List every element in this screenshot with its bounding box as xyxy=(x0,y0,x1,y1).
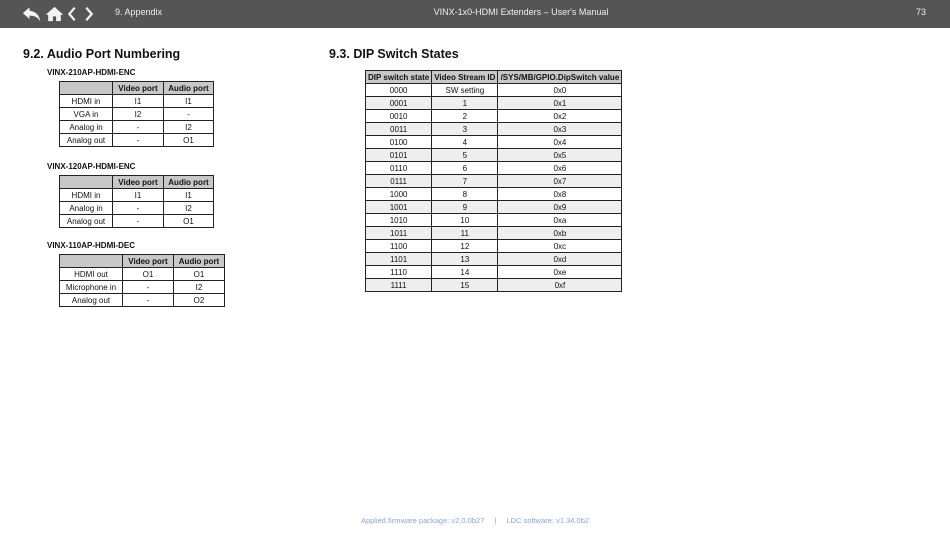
top-navigation-bar xyxy=(0,0,950,28)
dipswitch-value-cell: 0xb xyxy=(498,227,622,240)
dip-state-cell: 0011 xyxy=(366,123,432,136)
video-port-cell: - xyxy=(113,121,164,134)
port-name-cell: Analog in xyxy=(60,121,113,134)
dip-state-cell: 0001 xyxy=(366,97,432,110)
table-row xyxy=(366,123,622,136)
video-port-cell: - xyxy=(123,294,174,307)
software-version: LDC software: v1.34.0b2 xyxy=(506,516,590,525)
table-title-110ap: VINX-110AP-HDMI-DEC xyxy=(47,241,136,250)
stream-id-cell: 13 xyxy=(432,253,498,266)
header-cell: Video port xyxy=(123,255,174,268)
stream-id-cell: 15 xyxy=(432,279,498,292)
audio-port-cell: O1 xyxy=(174,268,225,281)
stream-id-cell: 2 xyxy=(432,110,498,123)
document-title: VINX-1x0-HDMI Extenders – User's Manual xyxy=(433,7,609,17)
port-name-cell: HDMI in xyxy=(60,95,113,108)
stream-id-cell: 14 xyxy=(432,266,498,279)
dip-state-cell: 1100 xyxy=(366,240,432,253)
table-row xyxy=(366,97,622,110)
table-title-120ap: VINX-120AP-HDMI-ENC xyxy=(47,162,136,171)
dipswitch-value-cell: 0xa xyxy=(498,214,622,227)
stream-id-cell: 7 xyxy=(432,175,498,188)
firmware-version: Applied firmware package: v2.0.0b27 xyxy=(360,516,485,525)
stream-id-cell: 10 xyxy=(432,214,498,227)
stream-id-cell: 1 xyxy=(432,97,498,110)
audio-port-cell: I1 xyxy=(164,95,214,108)
header-cell xyxy=(60,176,113,189)
audio-port-cell: - xyxy=(164,108,214,121)
header-cell: Video port xyxy=(113,82,164,95)
stream-id-cell: 3 xyxy=(432,123,498,136)
footer-separator: | xyxy=(494,516,497,525)
dipswitch-value-cell: 0x8 xyxy=(498,188,622,201)
breadcrumb-section[interactable]: 9. Appendix xyxy=(115,7,163,17)
port-name-cell: Microphone in xyxy=(60,281,123,294)
table-row xyxy=(60,268,225,281)
table-row xyxy=(60,215,214,228)
header-cell xyxy=(60,82,113,95)
header-cell: Audio port xyxy=(174,255,225,268)
stream-id-cell: 8 xyxy=(432,188,498,201)
table-row xyxy=(366,136,622,149)
table-row xyxy=(366,227,622,240)
port-name-cell: HDMI out xyxy=(60,268,123,281)
dip-state-cell: 1011 xyxy=(366,227,432,240)
table-row xyxy=(60,202,214,215)
header-cell: /SYS/MB/GPIO.DipSwitch value xyxy=(498,71,622,84)
table-row xyxy=(366,253,622,266)
video-port-cell: - xyxy=(113,134,164,147)
audio-port-cell: O1 xyxy=(164,215,214,228)
table-row xyxy=(60,108,214,121)
dip-switch-table xyxy=(365,70,622,292)
table-row xyxy=(366,240,622,253)
stream-id-cell: 11 xyxy=(432,227,498,240)
stream-id-cell: 4 xyxy=(432,136,498,149)
dipswitch-value-cell: 0x9 xyxy=(498,201,622,214)
video-port-cell: - xyxy=(123,281,174,294)
table-row xyxy=(366,162,622,175)
dip-state-cell: 1110 xyxy=(366,266,432,279)
table-row xyxy=(366,175,622,188)
video-port-cell: O1 xyxy=(123,268,174,281)
table-row xyxy=(60,281,225,294)
table-row xyxy=(366,201,622,214)
dipswitch-value-cell: 0xd xyxy=(498,253,622,266)
dip-state-cell: 0111 xyxy=(366,175,432,188)
stream-id-cell: 9 xyxy=(432,201,498,214)
dipswitch-value-cell: 0x1 xyxy=(498,97,622,110)
audio-port-table-120ap xyxy=(59,175,214,228)
table-row xyxy=(366,188,622,201)
dipswitch-value-cell: 0xf xyxy=(498,279,622,292)
port-name-cell: VGA in xyxy=(60,108,113,121)
video-port-cell: I2 xyxy=(113,108,164,121)
dipswitch-value-cell: 0xc xyxy=(498,240,622,253)
table-row xyxy=(366,279,622,292)
page-number: 73 xyxy=(915,7,926,17)
table-row xyxy=(366,266,622,279)
dipswitch-value-cell: 0x2 xyxy=(498,110,622,123)
dipswitch-value-cell: 0x7 xyxy=(498,175,622,188)
stream-id-cell: 5 xyxy=(432,149,498,162)
video-port-cell: - xyxy=(113,202,164,215)
dipswitch-value-cell: 0x3 xyxy=(498,123,622,136)
stream-id-cell: SW setting xyxy=(432,84,498,97)
dipswitch-value-cell: 0x6 xyxy=(498,162,622,175)
dip-state-cell: 0101 xyxy=(366,149,432,162)
dip-state-cell: 0010 xyxy=(366,110,432,123)
audio-port-cell: I2 xyxy=(164,202,214,215)
dipswitch-value-cell: 0xe xyxy=(498,266,622,279)
header-cell: DIP switch state xyxy=(366,71,432,84)
table-row xyxy=(366,84,622,97)
audio-port-table-210ap xyxy=(59,81,214,147)
table-header-row xyxy=(60,176,214,189)
table-row xyxy=(366,149,622,162)
audio-port-cell: I1 xyxy=(164,189,214,202)
dipswitch-value-cell: 0x4 xyxy=(498,136,622,149)
dip-state-cell: 0000 xyxy=(366,84,432,97)
dip-state-cell: 0110 xyxy=(366,162,432,175)
port-name-cell: Analog out xyxy=(60,294,123,307)
audio-port-table-110ap xyxy=(59,254,225,307)
audio-port-cell: O2 xyxy=(174,294,225,307)
port-name-cell: Analog out xyxy=(60,215,113,228)
table-header-row xyxy=(60,255,225,268)
port-name-cell: HDMI in xyxy=(60,189,113,202)
header-cell: Video Stream ID xyxy=(432,71,498,84)
audio-port-cell: I2 xyxy=(174,281,225,294)
audio-port-cell: O1 xyxy=(164,134,214,147)
dip-state-cell: 1111 xyxy=(366,279,432,292)
header-cell xyxy=(60,255,123,268)
page-footer xyxy=(0,516,950,525)
video-port-cell: I1 xyxy=(113,95,164,108)
dip-section-title: 9.3. DIP Switch States xyxy=(329,47,459,61)
table-row xyxy=(60,189,214,202)
table-row xyxy=(60,95,214,108)
table-row xyxy=(366,214,622,227)
table-title-210ap: VINX-210AP-HDMI-ENC xyxy=(47,68,136,77)
video-port-cell: - xyxy=(113,215,164,228)
stream-id-cell: 12 xyxy=(432,240,498,253)
port-name-cell: Analog out xyxy=(60,134,113,147)
table-row xyxy=(60,134,214,147)
header-cell: Audio port xyxy=(164,82,214,95)
dipswitch-value-cell: 0x5 xyxy=(498,149,622,162)
table-row xyxy=(366,110,622,123)
header-cell: Video port xyxy=(113,176,164,189)
table-header-row xyxy=(366,71,622,84)
audio-section-title: 9.2. Audio Port Numbering xyxy=(23,47,181,61)
video-port-cell: I1 xyxy=(113,189,164,202)
stream-id-cell: 6 xyxy=(432,162,498,175)
port-name-cell: Analog in xyxy=(60,202,113,215)
table-row xyxy=(60,121,214,134)
table-row xyxy=(60,294,225,307)
dip-state-cell: 1101 xyxy=(366,253,432,266)
audio-port-cell: I2 xyxy=(164,121,214,134)
dip-state-cell: 1001 xyxy=(366,201,432,214)
table-header-row xyxy=(60,82,214,95)
dip-state-cell: 0100 xyxy=(366,136,432,149)
header-cell: Audio port xyxy=(164,176,214,189)
dip-state-cell: 1010 xyxy=(366,214,432,227)
dipswitch-value-cell: 0x0 xyxy=(498,84,622,97)
dip-state-cell: 1000 xyxy=(366,188,432,201)
